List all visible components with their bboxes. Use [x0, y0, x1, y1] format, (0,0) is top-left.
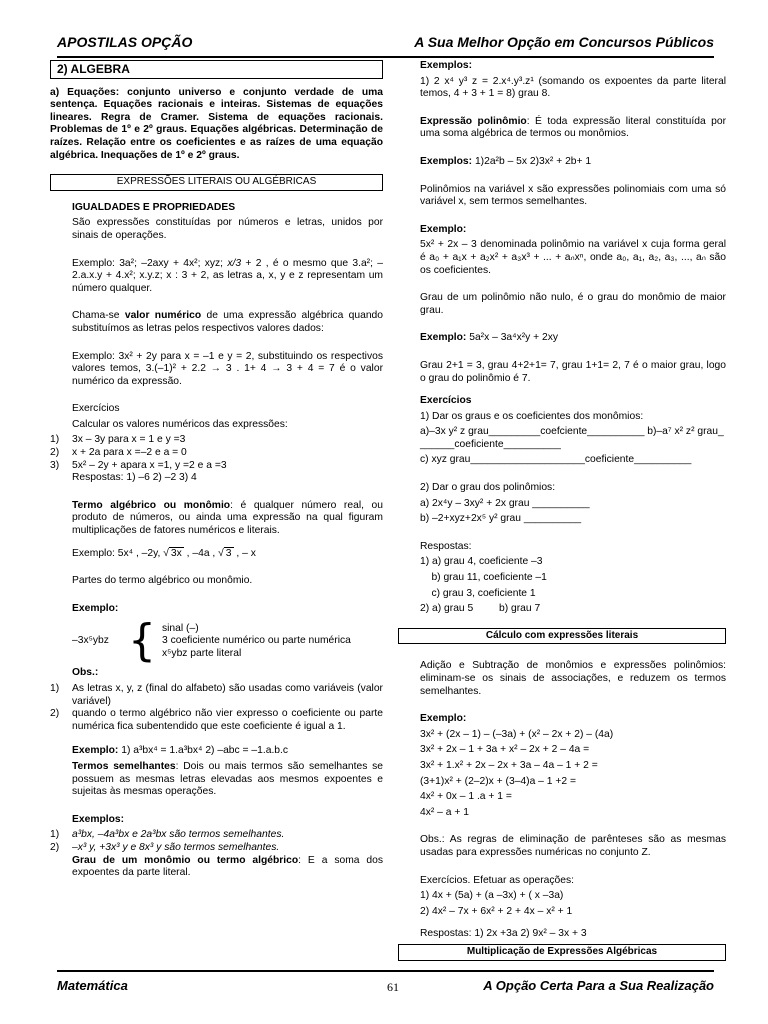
page-number: 61: [387, 980, 399, 994]
paragraph-8: Exemplo: 1) a³bx⁴ = 1.a³bx⁴ 2) –abc = –1.a.b.c: [72, 745, 289, 757]
example-title: Exemplo:: [420, 223, 467, 235]
answer-line: c) grau 3, coeficiente 1: [420, 587, 536, 599]
paragraph-10: Grau de um monômio ou termo algébrico: E a soma dos expoentes da parte literal.: [72, 854, 383, 879]
fraction-x-over-3: x/3: [227, 257, 242, 269]
monomial-parts: [50, 615, 383, 667]
paragraph-7: Partes do termo algébrico ou monômio.: [72, 575, 253, 587]
example-polinomio-grau: Exemplo: 5a²x – 3a⁴x²y + 2xy: [420, 332, 559, 344]
exercises-title: Exercícios: [72, 403, 120, 415]
footer-right: A Opção Certa Para a Sua Realização: [483, 978, 714, 993]
exercise-answers: Respostas: 1) 2x +3a 2) 9x² – 3x + 3: [420, 928, 587, 940]
example-line: 3x² + (2x – 1) – (–3a) + (x² – 2x + 2) – (4a): [420, 728, 614, 740]
paragraph-variavel: Polinômios na variável x são expressões polinomiais com uma só variável x, sem termos semelhantes.: [420, 183, 726, 208]
footer-left: Matemática: [57, 978, 128, 993]
subtitle-igualdades: IGUALDADES E PROPRIEDADES: [72, 201, 236, 213]
answer-line: 1) a) grau 4, coeficiente –3: [420, 556, 543, 568]
paragraph-6: Exemplo: 5x⁴ , –2y, √ 3x , –4a , √ 3 , – x: [72, 547, 256, 559]
paragraph-4: Exemplo: 3x² + 2y para x = –1 e y = 2, substituindo os respectivos valores temos, 3.(–1)² + 2.2 → 3 . 1+ 4 → 3 + 4 = 7 é o valor numérico da expressão.: [72, 350, 383, 387]
example-grau: 1) 2 x⁴ y³ z = 2.x⁴.y³.z¹ (somando os expoentes da parte literal temos, 4 + 3 + 1 = 8) grau 8.: [420, 75, 726, 100]
example-title: Exemplo:: [420, 713, 467, 725]
exercise-answers: Respostas: 1) –6 2) –2 3) 4: [72, 472, 197, 484]
exercise-item: 2) x + 2a para x =–2 e a = 0: [50, 447, 187, 459]
page-footer: [57, 970, 714, 998]
example-line: 3x² + 2x – 1 + 3a + x² – 2x + 2 – 4a =: [420, 744, 590, 756]
example-line: 4x² + 0x – 1 .a + 1 =: [420, 791, 512, 803]
right-column: [398, 60, 726, 965]
exercise-1a: a)–3x y² z grau_________coefciente__________ b)–a⁷ x² z² grau_ ______coeficiente__________: [420, 426, 724, 450]
paragraph-grau: Grau de um polinômio não nulo, é o grau do monômio de maior grau.: [420, 292, 726, 316]
examples-title: Exemplos:: [72, 813, 125, 825]
left-column: [50, 60, 383, 883]
header-right: A Sua Melhor Opção em Concursos Públicos: [414, 34, 714, 50]
example-item: 1) a³bx, –4a³bx e 2a³bx são termos semelhantes.: [50, 829, 285, 841]
example-line: 4x² – a + 1: [420, 806, 469, 818]
part-item: sinal (–): [162, 622, 199, 634]
paragraph-9: Termos semelhantes: Dois ou mais termos são semelhantes se possuem as mesmas letras elevadas aos mesmos expoentes e sujeitas às mesmas operações.: [72, 760, 383, 798]
example-forma-geral: 5x² + 2x – 3 denominada polinômio na variável x cuja forma geral é a₀ + a₁x + a₂x² + a₃x³ + ... + aₙxⁿ, onde a₀, a₁, a₂, a₃, ..., aₙ são os coeficientes.: [420, 239, 726, 276]
header-left: APOSTILAS OPÇÃO: [57, 34, 193, 50]
exercise-2a: a) 2x⁴y – 3xy² + 2x grau __________: [420, 497, 590, 509]
exercise-2: 2) Dar o grau dos polinômios:: [420, 482, 556, 494]
example-line: (3+1)x² + (2–2)x + (3–4)a – 1 +2 =: [420, 775, 576, 787]
example-item: 2) –x³ y, +3x³ y e 8x³ y são termos semelhantes.: [50, 841, 280, 853]
paragraph-3: Chama-se valor numérico de uma expressão algébrica quando substituímos as letras pelos respectivos valores dados:: [72, 310, 383, 334]
examples-title: Exemplos:: [420, 60, 473, 71]
exercise-line: 2) 4x² – 7x + 6x² + 2 + 4x – x² + 1: [420, 905, 573, 917]
answers-title: Respostas:: [420, 540, 472, 552]
answer-line: b) grau 11, coeficiente –1: [420, 572, 547, 584]
box-calculo: Cálculo com expressões literais: [398, 628, 726, 645]
exercises-title: Exercícios: [420, 395, 472, 407]
part-item: 3 coeficiente numérico ou parte numérica: [162, 635, 351, 647]
exercise-1: 1) Dar os graus e os coeficientes dos monômios:: [420, 410, 644, 422]
examples-polinomio: Exemplos: 1)2a²b – 5x 2)3x² + 2b+ 1: [420, 155, 592, 167]
exercise-item: 3) 5x² – 2y + apara x =1, y =2 e a =3: [50, 459, 227, 471]
obs-title: Obs.:: [72, 667, 99, 679]
paragraph-adicao: Adição e Subtração de monômios e expressões polinômios: eliminam-se os sinais de associações, e reduzem os termos semelhantes.: [420, 660, 726, 697]
obs-item: 1) As letras x, y, z (final do alfabeto) são usadas como variáveis (valor variável): [50, 683, 383, 707]
page-header: [57, 34, 714, 58]
paragraph-2: Exemplo: 3a²; –2axy + 4x²; xyz; x/3 + 2 , é o mesmo que 3.a²; –2.a.x.y + 4.x²; x.y.z; x : 3 + 2, as letras a, x, y e z representam um número qualquer.: [72, 257, 383, 294]
paragraph-1: São expressões constituídas por números e letras, unidos por sinais de operações.: [72, 217, 383, 241]
monomial: –3x⁵ybz: [72, 635, 109, 647]
exercise-line: 1) 4x + (5a) + (a –3x) + ( x –3a): [420, 890, 564, 902]
exercise-1c: c) xyz grau____________________coeficiente__________: [420, 454, 692, 466]
example-line: 3x² + 1.x² + 2x – 2x + 3a – 4a – 1 + 2 =: [420, 759, 598, 771]
box-expressoes: EXPRESSÕES LITERAIS OU ALGÉBRICAS: [50, 174, 383, 191]
exercises-operations-title: Exercícios. Efetuar as operações:: [420, 874, 574, 886]
exercises-intro: Calcular os valores numéricos das expressões:: [72, 418, 288, 430]
box-multiplicacao: Multiplicação de Expressões Algébricas: [398, 944, 726, 961]
example-title: Exemplo:: [72, 602, 119, 614]
obs-item: 2) quando o termo algébrico não vier expresso o coeficiente ou parte numérica fica subentendido que este coeficiente é igual a 1.: [50, 708, 383, 732]
answer-line: 2) a) grau 5 b) grau 7: [420, 603, 541, 615]
paragraph-5: Termo algébrico ou monômio: é qualquer número real, ou produto de números, ou ainda uma expressão na qual figuram multiplicações de fatores numéricos e literais.: [72, 499, 383, 537]
exercise-2b: b) –2+xyz+2x⁵ y² grau __________: [420, 513, 582, 525]
paragraph-grau-calc: Grau 2+1 = 3, grau 4+2+1= 7, grau 1+1= 2, 7 é o maior grau, logo o grau do polinômio é 7.: [420, 359, 726, 384]
section-title: 2) ALGEBRA: [50, 60, 383, 79]
syllabus: a) Equações: conjunto universo e conjunto verdade de uma sentença. Equações racionais e inteiras. Sistemas de equações lineares. Regra de Cramer. Sistema de equações racionais. Problemas de 1º e 2º graus. Equações algébricas. Determinação de raízes. Relação entre os coeficientes e as raízes de uma equação algébrica. Inequações de 1º e 2º graus.: [50, 86, 383, 161]
brace-icon: {: [128, 615, 156, 667]
paragraph-polinomio: Expressão polinômio: É toda expressão literal constituída por uma soma algébrica de termos ou monômios.: [420, 115, 727, 140]
exercise-item: 1) 3x – 3y para x = 1 e y =3: [50, 434, 186, 446]
paragraph-obs: Obs.: As regras de eliminação de parênteses são as mesmas usadas para expressões numéricas no conjunto Z.: [420, 834, 726, 858]
part-item: x⁵ybz parte literal: [162, 647, 242, 659]
